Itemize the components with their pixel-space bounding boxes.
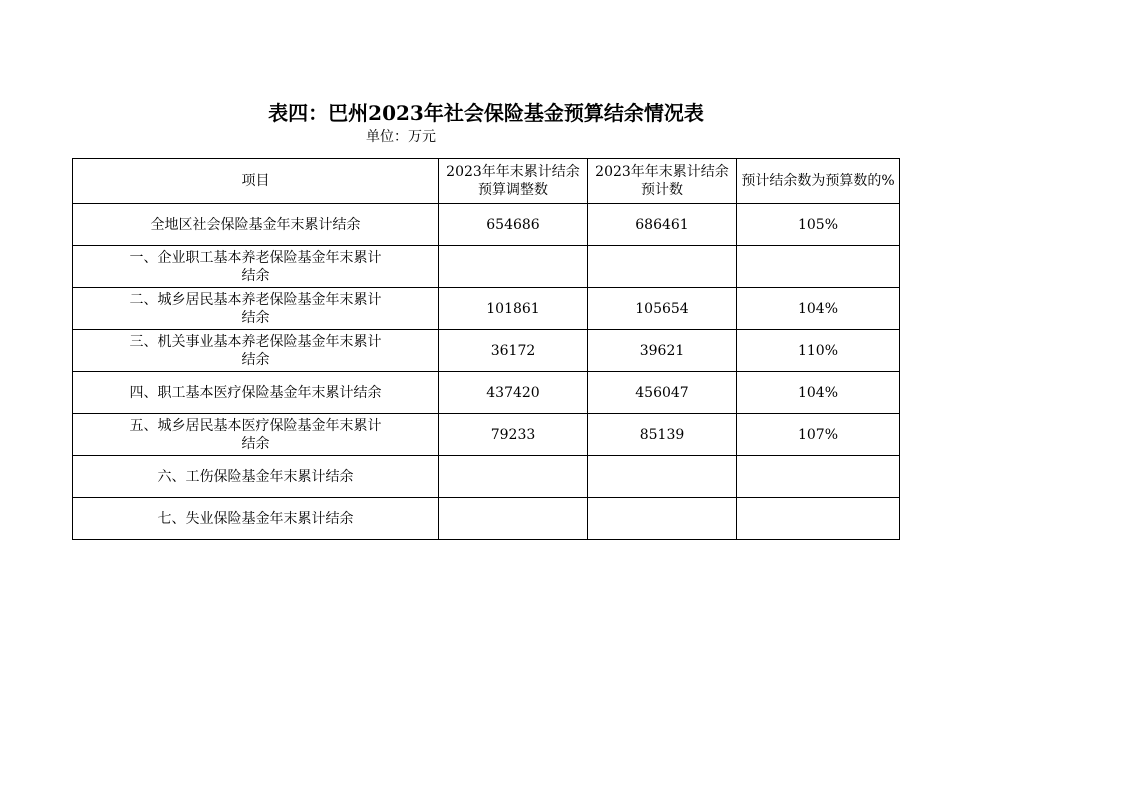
- row-budget: 437420: [439, 372, 588, 414]
- row-estimate: [588, 246, 737, 288]
- table-row: [73, 456, 900, 498]
- row-item: 三、机关事业基本养老保险基金年末累计结余: [73, 330, 439, 372]
- row-estimate: 85139: [588, 414, 737, 456]
- table-row: [73, 498, 900, 540]
- row-estimate: 39621: [588, 330, 737, 372]
- table-header-row: [73, 159, 900, 204]
- row-ratio: 105%: [737, 204, 900, 246]
- row-item: 七、失业保险基金年末累计结余: [73, 498, 439, 540]
- table-row: [73, 372, 900, 414]
- row-item: 二、城乡居民基本养老保险基金年末累计结余: [73, 288, 439, 330]
- row-item: 一、企业职工基本养老保险基金年末累计结余: [73, 246, 439, 288]
- budget-balance-table: [72, 158, 900, 540]
- table-row: [73, 288, 900, 330]
- row-ratio: 104%: [737, 288, 900, 330]
- row-ratio: 110%: [737, 330, 900, 372]
- header-ratio: 预计结余数为预算数的%: [737, 159, 900, 204]
- row-estimate: [588, 498, 737, 540]
- page-title: 表四：巴州2023年社会保险基金预算结余情况表: [268, 101, 704, 125]
- row-budget: [439, 498, 588, 540]
- row-budget: [439, 456, 588, 498]
- table-row: [73, 414, 900, 456]
- row-estimate: 456047: [588, 372, 737, 414]
- row-budget: [439, 246, 588, 288]
- unit-label: 单位：万元: [366, 129, 436, 145]
- row-budget: 36172: [439, 330, 588, 372]
- row-ratio: 104%: [737, 372, 900, 414]
- row-budget: 654686: [439, 204, 588, 246]
- row-ratio: 107%: [737, 414, 900, 456]
- header-budget: 2023年年末累计结余预算调整数: [439, 159, 588, 204]
- row-estimate: [588, 456, 737, 498]
- table-row: [73, 246, 900, 288]
- row-item: 全地区社会保险基金年末累计结余: [73, 204, 439, 246]
- row-item: 五、城乡居民基本医疗保险基金年末累计结余: [73, 414, 439, 456]
- row-estimate: 686461: [588, 204, 737, 246]
- row-ratio: [737, 498, 900, 540]
- row-budget: 101861: [439, 288, 588, 330]
- table-row: [73, 204, 900, 246]
- row-ratio: [737, 456, 900, 498]
- row-item: 四、职工基本医疗保险基金年末累计结余: [73, 372, 439, 414]
- row-estimate: 105654: [588, 288, 737, 330]
- table-row: [73, 330, 900, 372]
- row-item: 六、工伤保险基金年末累计结余: [73, 456, 439, 498]
- header-item: 项目: [73, 159, 439, 204]
- row-ratio: [737, 246, 900, 288]
- row-budget: 79233: [439, 414, 588, 456]
- header-estimate: 2023年年末累计结余预计数: [588, 159, 737, 204]
